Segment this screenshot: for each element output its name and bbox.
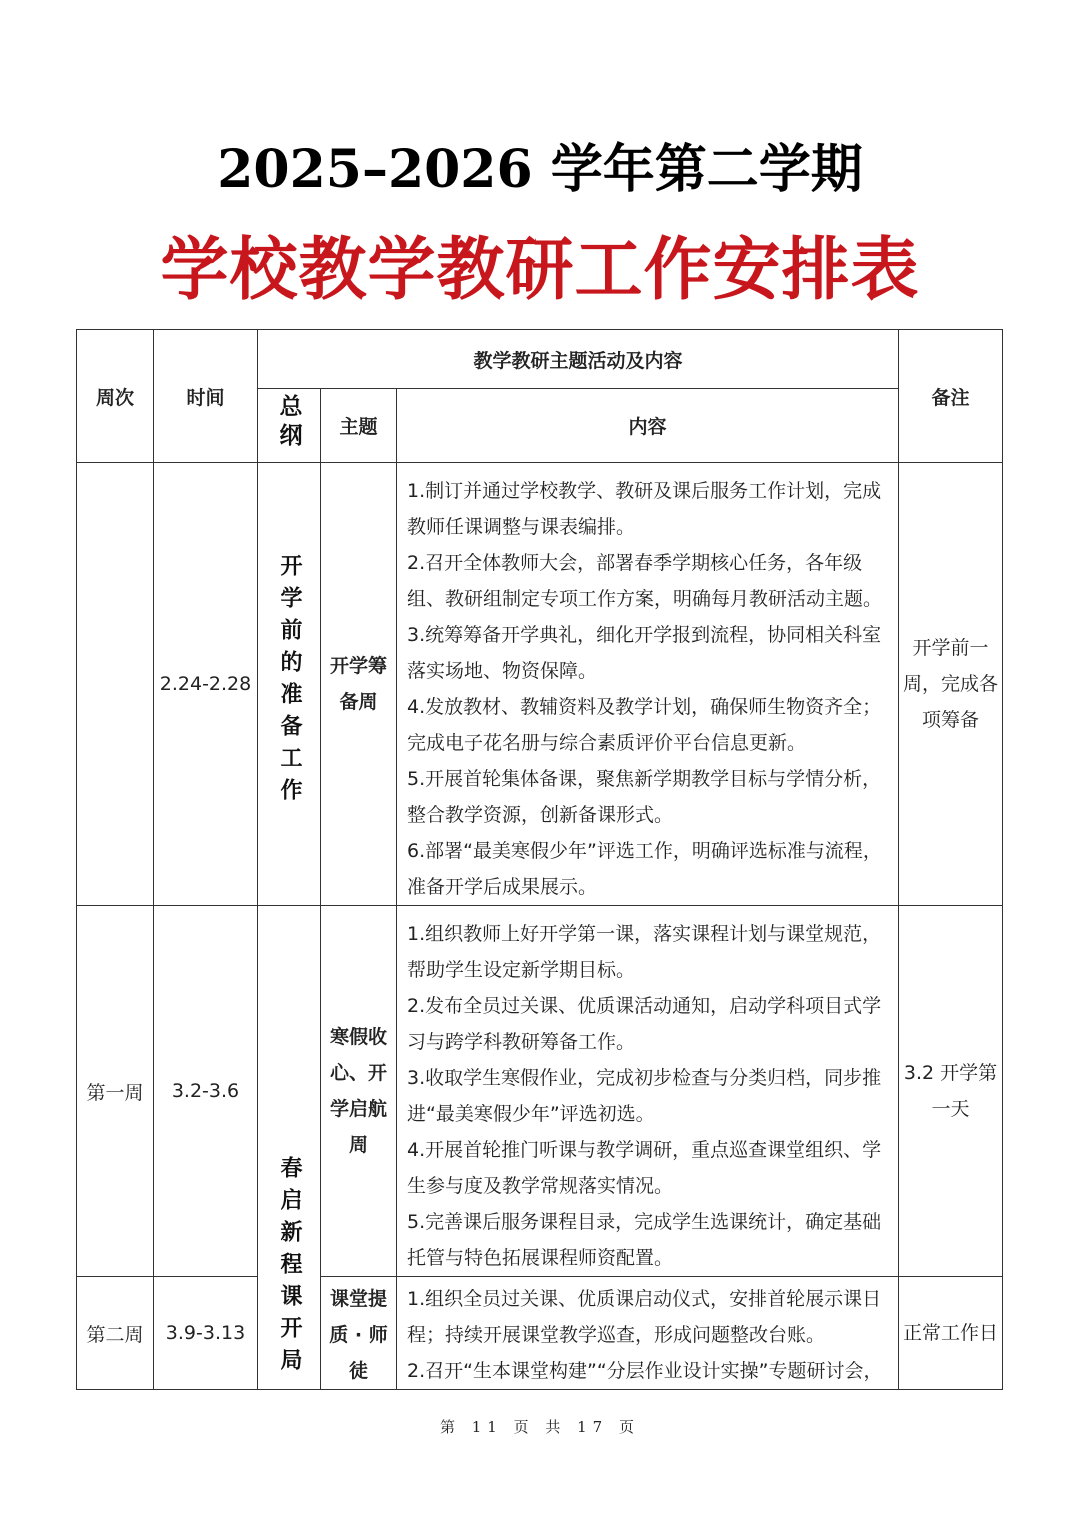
header-theme: 主题 xyxy=(321,389,397,463)
content-item: 1.组织教师上好开学第一课，落实课程计划与课堂规范，帮助学生设定新学期目标。 xyxy=(407,923,882,981)
row-outline-cell xyxy=(258,463,321,906)
row-theme: 寒假收心、开学启航周 xyxy=(321,906,397,1277)
header-week: 周次 xyxy=(77,330,154,463)
content-item: 2.召开“生本课堂构建”“分层作业设计实操”专题研讨会， xyxy=(407,1360,883,1382)
document-title-line2: 学校教学教研工作安排表 xyxy=(160,230,920,310)
table-row xyxy=(77,463,1003,906)
row-time: 3.2-3.6 xyxy=(154,906,258,1277)
row-theme: 开学筹备周 xyxy=(321,463,397,906)
page-footer: 第 11 页 共 17 页 xyxy=(439,1418,640,1436)
row-content xyxy=(397,906,899,1277)
content-item: 2.发布全员过关课、优质课活动通知，启动学科项目式学习与跨学科教研筹备工作。 xyxy=(407,995,882,1053)
content-item: 6.部署“最美寒假少年”评选工作，明确评选标准与流程，准备开学后成果展示。 xyxy=(407,840,882,898)
header-outline-cell xyxy=(258,389,321,463)
table-row xyxy=(77,1277,1003,1390)
row-content xyxy=(397,1277,899,1390)
row-remark: 3.2 开学第一天 xyxy=(899,906,1003,1277)
row-remark: 开学前一周，完成各项筹备 xyxy=(899,463,1003,906)
content-item: 4.发放教材、教辅资料及教学计划，确保师生物资齐全；完成电子花名册与综合素质评价平台信息更新。 xyxy=(407,696,882,754)
content-item: 5.开展首轮集体备课，聚焦新学期教学目标与学情分析，整合教学资源，创新备课形式。 xyxy=(407,768,882,826)
content-item: 1.制订并通过学校教学、教研及课后服务工作计划，完成教师任课调整与课表编排。 xyxy=(407,480,882,538)
content-item: 2.召开全体教师大会，部署春季学期核心任务，各年级组、教研组制定专项工作方案，明确每月教研活动主题。 xyxy=(407,552,883,610)
content-item: 1.组织全员过关课、优质课启动仪式，安排首轮展示课日程；持续开展课堂教学巡查，形成问题整改台账。 xyxy=(407,1288,882,1346)
content-item: 5.完善课后服务课程目录，完成学生选课统计，确定基础托管与特色拓展课程师资配置。 xyxy=(407,1211,882,1269)
row-week xyxy=(77,463,154,906)
table-row xyxy=(77,906,1003,1277)
row-content xyxy=(397,463,899,906)
row-outline-cell xyxy=(258,906,321,1390)
header-outline: 总纲 xyxy=(275,394,302,452)
content-item: 3.收取学生寒假作业，完成初步检查与分类归档，同步推进“最美寒假少年”评选初选。 xyxy=(407,1067,882,1125)
row-remark: 正常工作日 xyxy=(899,1277,1003,1390)
row-theme: 课堂提质 · 师徒 xyxy=(321,1277,397,1390)
row-outline: 开学前的准备工作 xyxy=(277,553,302,810)
row-time: 2.24-2.28 xyxy=(154,463,258,906)
row-time: 3.9-3.13 xyxy=(154,1277,258,1390)
document-title-line1: 2025–2026 学年第二学期 xyxy=(217,139,863,200)
row-week: 第一周 xyxy=(77,906,154,1277)
header-time: 时间 xyxy=(154,330,258,463)
header-activity-group: 教学教研主题活动及内容 xyxy=(258,330,899,389)
header-content: 内容 xyxy=(397,389,899,463)
row-week: 第二周 xyxy=(77,1277,154,1390)
content-item: 4.开展首轮推门听课与教学调研，重点巡查课堂组织、学生参与度及教学常规落实情况。 xyxy=(407,1139,882,1197)
header-remark: 备注 xyxy=(899,330,1003,463)
row-outline: 春启新程课开局 xyxy=(277,1156,302,1380)
schedule-table xyxy=(76,329,1003,1390)
content-item: 3.统筹筹备开学典礼，细化开学报到流程，协同相关科室落实场地、物资保障。 xyxy=(407,624,882,682)
